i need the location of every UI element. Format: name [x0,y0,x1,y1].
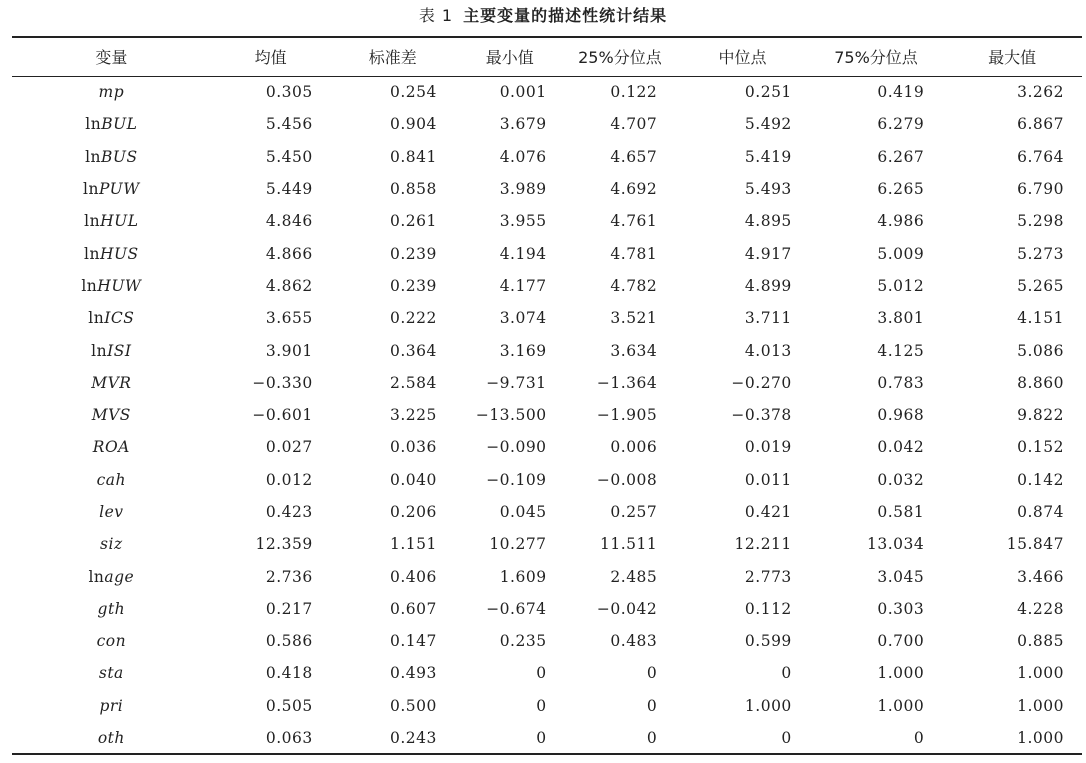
stat-value-cell: 0 [455,722,565,754]
stat-value-cell: 1.609 [499,567,547,586]
stat-value-cell: 9.822 [1017,406,1064,425]
table-header [12,37,1082,76]
stat-value-cell: −0.109 [486,470,547,489]
stat-value-cell: 5.492 [744,115,792,134]
stat-value-cell: 4.177 [499,276,547,295]
table-body [12,76,1082,754]
stat-value-cell: 12.359 [255,535,313,554]
stat-value-cell: 0.500 [390,696,437,715]
stat-value-cell: 5.273 [1017,244,1064,263]
log-prefix: ln [81,276,98,295]
stat-value-cell: 0.019 [744,438,792,457]
variable-symbol: gth [97,599,126,618]
stat-value-cell: 5.009 [877,244,925,263]
stat-value-cell: 5.456 [265,115,313,134]
descriptive-stats-table [12,36,1082,755]
stat-value-cell: 0.027 [265,438,313,457]
variable-symbol: oth [97,728,125,747]
variable-symbol: HUL [100,212,139,231]
stat-value-cell: 0.904 [390,115,437,134]
stat-value-cell: 10.277 [489,535,547,554]
variable-name-cell [12,496,211,528]
variable-name-cell [12,108,211,140]
log-prefix: ln [91,341,108,360]
variable-name-cell [12,431,211,463]
variable-name-cell [12,141,211,173]
stat-value-cell: 5.086 [1017,341,1064,360]
stat-value-cell: 5.265 [1017,276,1064,295]
stat-value-cell: 0.239 [390,276,437,295]
log-prefix: ln [85,147,102,166]
variable-symbol: MVS [91,406,131,425]
stat-value-cell: 3.655 [265,309,313,328]
variable-symbol: HUS [99,244,139,263]
stat-value-cell: 0.874 [1017,503,1064,521]
table-row [12,237,1082,269]
variable-symbol: ROA [92,438,130,457]
column-header: 均值 [211,37,331,76]
stat-value-cell: 0 [675,722,810,754]
variable-symbol: age [104,567,135,586]
stat-value-cell: 11.511 [600,535,658,554]
stat-value-cell: 4.846 [265,212,313,231]
stat-value-cell: 0 [565,722,676,754]
variable-symbol: pri [99,696,124,715]
stat-value-cell: 0.303 [877,599,925,618]
stat-value-cell: 0.607 [390,599,437,618]
column-header: 75%分位点 [810,37,942,76]
stat-value-cell: 0.581 [877,503,925,521]
stat-value-cell: 0.419 [877,83,925,102]
stat-value-cell: 3.045 [877,567,925,586]
stat-value-cell: 1.000 [942,722,1082,754]
stat-value-cell: −13.500 [475,406,547,425]
variable-name-cell [12,173,211,205]
variable-name-cell [12,270,211,302]
table-row [12,367,1082,399]
variable-name-cell [12,528,211,560]
stat-value-cell: 8.860 [1017,373,1064,392]
variable-symbol: ISI [107,341,132,360]
stat-value-cell: 0.364 [390,341,437,360]
table-row [12,560,1082,592]
stat-value-cell: 0.483 [610,632,658,651]
table-row [12,690,1082,722]
stat-value-cell: 4.917 [744,244,792,263]
stat-value-cell: 2.736 [265,567,313,586]
stat-value-cell: 4.782 [610,276,658,295]
table-row [12,108,1082,140]
table-row [12,496,1082,528]
stat-value-cell: 0 [536,696,547,715]
log-prefix: ln [88,309,105,328]
stat-value-cell: 3.262 [1017,83,1064,102]
stat-value-cell: 5.012 [877,276,925,295]
stat-value-cell: 3.169 [499,341,547,360]
stat-value-cell: 0.257 [610,503,658,521]
stat-value-cell: 0.261 [390,212,437,231]
stat-value-cell: −0.601 [252,406,313,425]
table-row [12,302,1082,334]
table-row [12,431,1082,463]
variable-symbol: con [96,632,127,651]
column-header: 标准差 [331,37,455,76]
stat-value-cell: 6.265 [877,180,925,199]
stat-value-cell: 4.151 [1017,309,1064,328]
stat-value-cell: 0.036 [390,438,437,457]
stat-value-cell: 6.279 [877,115,925,134]
stat-value-cell: 3.801 [877,309,925,328]
stat-value-cell: −0.270 [731,373,792,392]
variable-symbol: cah [96,470,127,489]
log-prefix: ln [83,180,99,199]
stat-value-cell: 4.125 [877,341,925,360]
stat-value-cell: 0.423 [265,503,313,521]
header-row [12,37,1082,76]
table-title: 主要变量的描述性统计结果 [463,6,668,25]
stat-value-cell: 2.773 [744,567,792,586]
stat-value-cell: 5.298 [1017,212,1064,231]
table-row [12,722,1082,754]
stat-value-cell: 3.634 [610,341,658,360]
log-prefix: ln [88,567,105,586]
variable-name-cell [12,205,211,237]
stat-value-cell: 0.063 [211,722,331,754]
variable-symbol: BUS [101,147,138,166]
stat-value-cell: 3.901 [265,341,313,360]
stat-value-cell: 0.783 [877,373,925,392]
table-row [12,173,1082,205]
table-row [12,270,1082,302]
stat-value-cell: 0.042 [877,438,925,457]
stat-value-cell: 0.001 [499,83,547,102]
stat-value-cell: 0.142 [1017,470,1064,489]
stat-value-cell: 13.034 [867,535,925,554]
stat-value-cell: 0.045 [499,503,547,521]
stat-value-cell: 0 [781,664,792,683]
stat-value-cell: 0.006 [610,438,658,457]
stat-value-cell: 0.586 [265,632,313,651]
log-prefix: ln [84,212,101,231]
stat-value-cell: 0.841 [390,147,437,166]
variable-name-cell [12,76,211,108]
stat-value-cell: 0.222 [390,309,437,328]
variable-symbol: mp [98,83,125,102]
stat-value-cell: 1.151 [390,535,437,554]
log-prefix: ln [85,115,102,134]
stat-value-cell: 0.251 [744,83,792,102]
stat-value-cell: 4.657 [610,147,658,166]
table-row [12,399,1082,431]
stat-value-cell: 3.711 [744,309,792,328]
variable-name-cell [12,690,211,722]
stat-value-cell: 0 [646,696,658,715]
table-row [12,76,1082,108]
stat-value-cell: 6.867 [1017,115,1064,134]
stat-value-cell: 0.968 [877,406,925,425]
stat-value-cell: 4.862 [265,276,313,295]
stat-value-cell: 3.679 [499,115,547,134]
variable-symbol: sta [98,664,124,683]
stat-value-cell: −1.364 [596,373,658,392]
stats-table-wrapper [12,36,1082,755]
stat-value-cell: 0.235 [499,632,547,651]
stat-value-cell: 0.599 [744,632,792,651]
stat-value-cell: 0 [646,664,658,683]
stat-value-cell: 3.225 [390,406,437,425]
stat-value-cell: 4.781 [610,244,658,263]
variable-name-cell [12,237,211,269]
stat-value-cell: 0.152 [1017,438,1064,457]
column-header: 变量 [12,37,211,76]
stat-value-cell: 5.493 [744,180,792,199]
stat-value-cell: 0.700 [877,632,925,651]
stat-value-cell: 4.986 [877,212,925,231]
stat-value-cell: −0.330 [252,373,313,392]
variable-name-cell [12,722,211,754]
variable-symbol: MVR [91,373,132,392]
table-row [12,334,1082,366]
stat-value-cell: −0.674 [486,599,547,618]
stat-value-cell: 4.707 [610,115,658,134]
stat-value-cell: 0 [810,722,942,754]
stat-value-cell: 0.858 [390,180,437,199]
variable-name-cell [12,302,211,334]
stat-value-cell: 1.000 [1017,696,1064,715]
table-row [12,593,1082,625]
table-row [12,464,1082,496]
stat-value-cell: 4.692 [610,180,658,199]
stat-value-cell: 0.493 [390,664,437,683]
stat-value-cell: 2.485 [610,567,658,586]
column-header: 最大值 [942,37,1082,76]
stat-value-cell: 0.254 [390,83,437,102]
stat-value-cell: −0.042 [596,599,658,618]
stat-value-cell: 0.421 [744,503,792,521]
stat-value-cell: 0.112 [744,599,792,618]
stat-value-cell: 0.505 [265,696,313,715]
stat-value-cell: −9.731 [486,373,547,392]
stat-value-cell: 3.521 [610,309,658,328]
table-row [12,205,1082,237]
stat-value-cell: 0.012 [265,470,313,489]
stat-value-cell: 0.217 [265,599,313,618]
stat-value-cell: 4.013 [744,341,792,360]
stat-value-cell: 4.895 [744,212,792,231]
table-row [12,528,1082,560]
stat-value-cell: −0.008 [596,470,658,489]
variable-name-cell [12,367,211,399]
stat-value-cell: −1.905 [596,406,658,425]
stat-value-cell: 3.955 [499,212,547,231]
stat-value-cell: 3.074 [499,309,547,328]
variable-symbol: siz [100,535,123,554]
stat-value-cell: 1.000 [1017,664,1064,683]
stat-value-cell: 4.866 [265,244,313,263]
variable-name-cell [12,625,211,657]
stat-value-cell: 1.000 [877,696,925,715]
stat-value-cell: −0.378 [731,406,792,425]
stat-value-cell: 0.406 [390,567,437,586]
column-header: 中位点 [675,37,810,76]
stat-value-cell: 6.267 [877,147,925,166]
table-number: 表 1 [418,6,454,25]
variable-name-cell [12,657,211,689]
stat-value-cell: 4.761 [610,212,658,231]
stat-value-cell: 0.885 [1017,632,1064,651]
stat-value-cell: 6.764 [1017,147,1064,166]
table-row [12,141,1082,173]
stat-value-cell: 0.122 [610,83,658,102]
stat-value-cell: 0.206 [390,503,437,521]
variable-name-cell [12,334,211,366]
table-row [12,657,1082,689]
column-header: 最小值 [455,37,565,76]
variable-symbol: PUW [98,180,140,199]
variable-name-cell [12,560,211,592]
stat-value-cell: 0 [536,664,547,683]
stat-value-cell: 4.076 [499,147,547,166]
variable-symbol: ICS [104,309,135,328]
stat-value-cell: 0.239 [390,244,437,263]
stat-value-cell: 0.418 [265,664,313,683]
stat-value-cell: −0.090 [486,438,547,457]
stat-value-cell: 1.000 [877,664,925,683]
stat-value-cell: 4.899 [744,276,792,295]
column-header: 25%分位点 [565,37,676,76]
stat-value-cell: 0.011 [744,470,792,489]
stat-value-cell: 3.466 [1017,567,1064,586]
stat-value-cell: 0.305 [265,83,313,102]
stat-value-cell: 6.790 [1017,180,1064,199]
stat-value-cell: 4.194 [499,244,547,263]
variable-name-cell [12,464,211,496]
stat-value-cell: 5.419 [744,147,792,166]
stat-value-cell: 0.032 [877,470,925,489]
stat-value-cell: 3.989 [499,180,547,199]
stat-value-cell: 4.228 [1017,599,1064,618]
stat-value-cell: 0.243 [331,722,455,754]
variable-name-cell [12,593,211,625]
stat-value-cell: 5.449 [265,180,313,199]
stat-value-cell: 0.040 [390,470,437,489]
stat-value-cell: 0.147 [390,632,437,651]
table-caption [0,2,1086,30]
stat-value-cell: 15.847 [1006,535,1064,554]
stat-value-cell: 1.000 [744,696,792,715]
stat-value-cell: 12.211 [734,535,792,554]
variable-name-cell [12,399,211,431]
variable-symbol: BUL [101,115,138,134]
table-row [12,625,1082,657]
variable-symbol: lev [99,503,124,521]
stat-value-cell: 5.450 [265,147,313,166]
log-prefix: ln [84,244,100,263]
stat-value-cell: 2.584 [390,373,437,392]
variable-symbol: HUW [97,276,142,295]
